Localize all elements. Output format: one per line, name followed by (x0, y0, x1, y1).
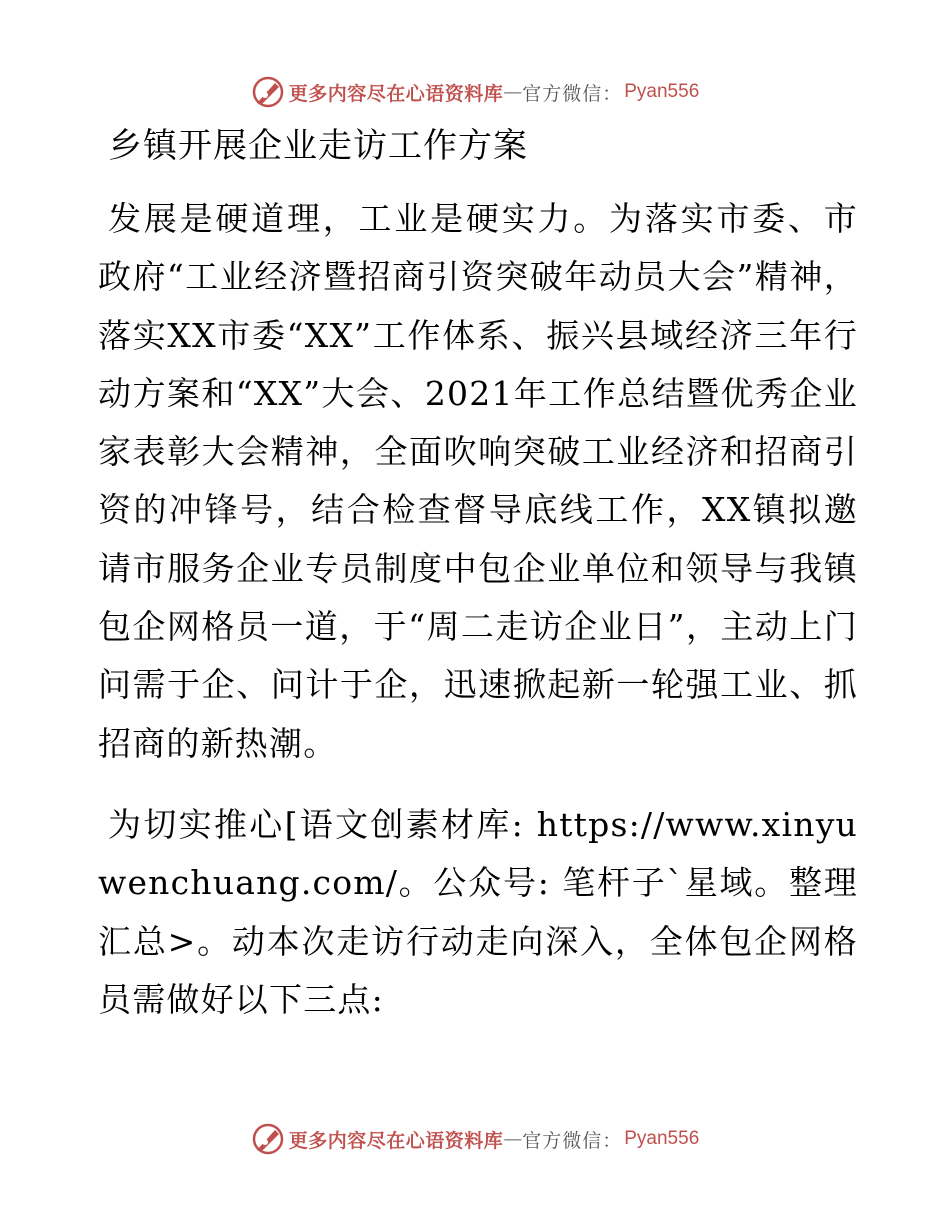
pen-logo-icon (251, 1122, 285, 1156)
pen-logo-icon (251, 75, 285, 109)
banner-wechat-id: Pyan556 (624, 81, 700, 102)
header-banner (0, 72, 950, 112)
footer-banner (0, 1119, 950, 1159)
banner-slogan: 更多内容尽在心语资料库 (288, 1129, 504, 1152)
banner-separator: — (503, 81, 523, 103)
banner-slogan: 更多内容尽在心语资料库 (288, 82, 504, 105)
banner-wechat-id: Pyan556 (624, 1128, 700, 1149)
paragraph-purpose: 为切实推心[语文创素材库: https://www.xinyuwenchuang.com/。公众号: 笔杆子`星域。整理汇总>。动本次走访行动走向深入，全体包企网格员需做好以下三点: (98, 805, 858, 1019)
banner-wechat-label: 官方微信： (522, 1129, 623, 1152)
banner-separator: — (503, 1128, 523, 1150)
document-title: 乡镇开展企业走访工作方案 (108, 126, 528, 166)
banner-wechat-label: 官方微信： (522, 82, 623, 105)
paragraph-intro: 发展是硬道理，工业是硬实力。为落实市委、市政府“工业经济暨招商引资突破年动员大会”精神，落实XX市委“XX”工作体系、振兴县域经济三年行动方案和“XX”大会、2021年工作总结暨优秀企业家表彰大会精神，全面吹响突破工业经济和招商引资的冲锋号，结合检查督导底线工作，XX镇拟邀请市服务企业专员制度中包企业单位和领导与我镇包企网格员一道，于“周二走访企业日”，主动上门问需于企、问计于企，迅速掀起新一轮强工业、抓招商的新热潮。 (98, 199, 858, 763)
